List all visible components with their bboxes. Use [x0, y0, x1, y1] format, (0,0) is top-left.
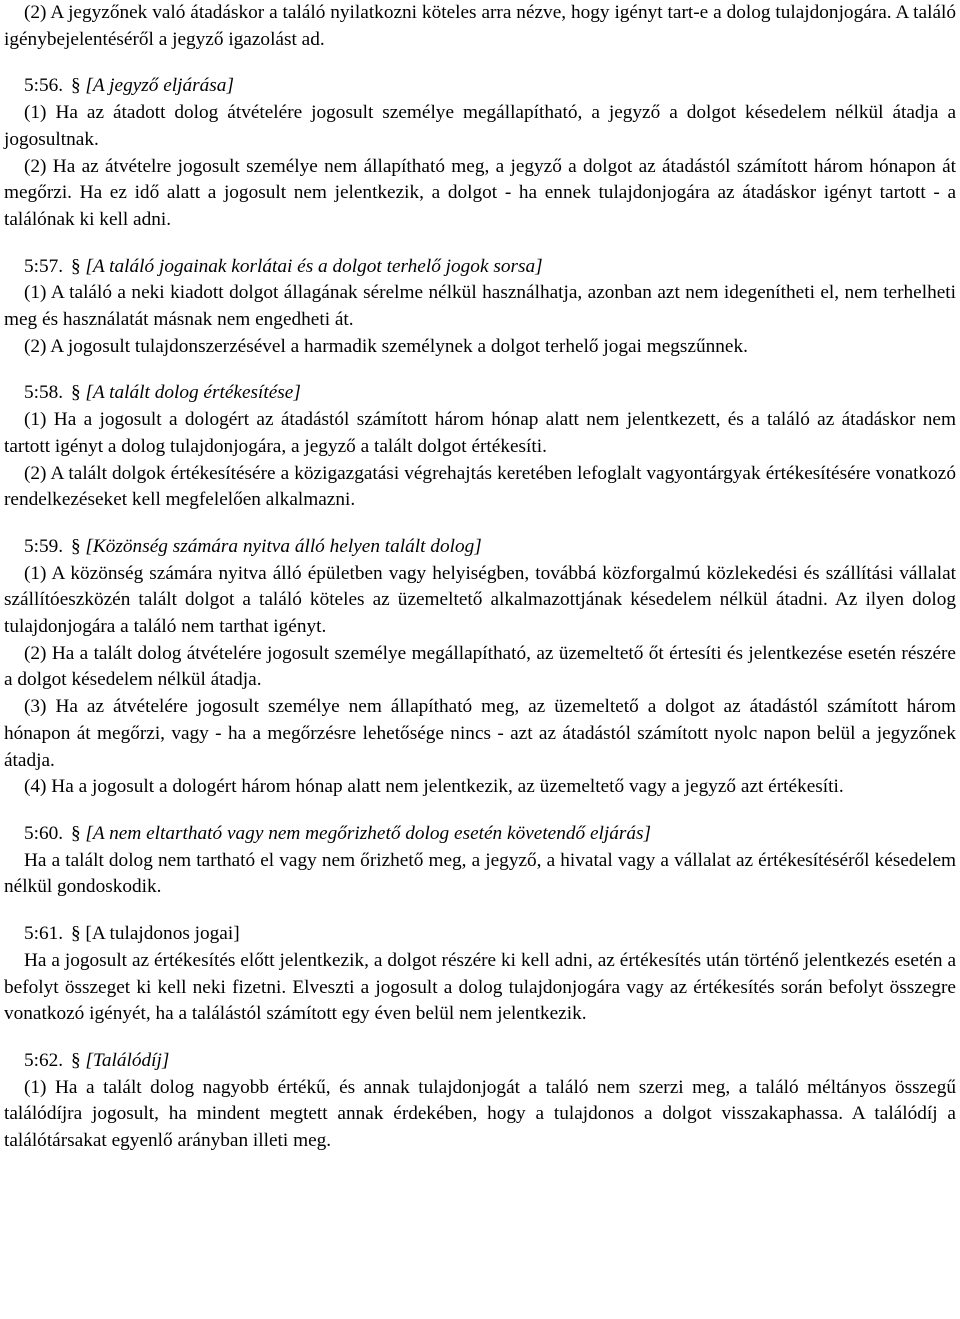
- section-number: 5:57.: [24, 255, 64, 277]
- section-paragraph: (2) Ha a talált dolog átvételére jogosult személye megállapítható, az üzemeltető őt értesíti és jelentkezése esetén részére a dolgot késedelem nélkül átadja.: [4, 642, 956, 691]
- section-heading: [4, 821, 956, 848]
- section-number: 5:62.: [24, 1049, 64, 1071]
- section-number: 5:56.: [24, 75, 64, 97]
- section-paragraph: (2) Ha az átvételre jogosult személye nem állapítható meg, a jegyző a dolgot az átadástól számított három hónapon át megőrzi. Ha ez idő alatt a jogosult nem jelentkezik, a dolgot - ha ennek tulajdonjogára az átadáskor igényt tartott - a találónak ki kell adni.: [4, 155, 956, 230]
- sections-container: [4, 73, 956, 1154]
- section-heading: [4, 73, 956, 100]
- section-5-58: [4, 380, 956, 514]
- section-heading: [4, 1048, 956, 1075]
- section-paragraph: (2) A jogosult tulajdonszerzésével a harmadik személynek a dolgot terhelő jogai megszűnnek.: [24, 335, 748, 357]
- section-paragraph: (1) Ha az átadott dolog átvételére jogosult személye megállapítható, a jegyző a dolgot késedelem nélkül átadja a jogosultnak.: [4, 102, 956, 150]
- section-5-56: [4, 73, 956, 233]
- section-title: [A találó jogainak korlátai és a dolgot terhelő jogok sorsa]: [85, 255, 543, 277]
- section-heading: [4, 380, 956, 407]
- section-symbol: §: [70, 382, 81, 404]
- section-5-62: [4, 1048, 956, 1155]
- section-symbol: §: [70, 255, 81, 277]
- section-symbol: §: [70, 822, 81, 844]
- section-5-57: [4, 254, 956, 361]
- section-paragraph: Ha a jogosult az értékesítés előtt jelentkezik, a dolgot részére ki kell adni, az értékesítés után történő jelentkezés esetén a befolyt összeget ki kell neki fizetni. Elveszti a jogosult a dolog tulajdonjogára vagy az értékesítés során befolyt összegre vonatkozó igényét, ha a találástól számított egy éven belül nem jelentkezik.: [4, 949, 956, 1025]
- section-title: [A jegyző eljárása]: [85, 75, 234, 97]
- section-paragraph: (1) Ha a jogosult a dologért az átadástól számított három hónap alatt nem jelentkezett, és a találó az átadáskor nem tartott igényt a dolog tulajdonjogára, a jegyző a talált dolgot értékesíti.: [4, 409, 956, 457]
- section-paragraph: (2) A talált dolgok értékesítésére a közigazgatási végrehajtás keretében lefoglalt vagyontárgyak értékesítésére vonatkozó rendelkezéseket kell megfelelően alkalmazni.: [4, 462, 956, 511]
- section-paragraph: (4) Ha a jogosult a dologért három hónap alatt nem jelentkezik, az üzemeltető vagy a jegyző azt értékesíti.: [24, 776, 844, 798]
- section-symbol: §: [70, 1049, 81, 1071]
- section-heading: [4, 921, 956, 948]
- section-title: [A tulajdonos jogai]: [85, 923, 240, 945]
- section-heading: [4, 254, 956, 281]
- section-title: [A nem eltartható vagy nem megőrizhető dolog esetén követendő eljárás]: [85, 822, 652, 844]
- intro-paragraph: (2) A jegyzőnek való átadáskor a találó nyilatkozni köteles arra nézve, hogy igényt tart-e a dolog tulajdonjogára. A találó igénybejelentéséről a jegyző igazolást ad.: [4, 2, 956, 50]
- section-5-59: [4, 534, 956, 801]
- section-heading: [4, 534, 956, 561]
- section-paragraph: Ha a talált dolog nem tartható el vagy nem őrizhető meg, a jegyző, a hivatal vagy a vállalat az értékesítéséről késedelem nélkül gondoskodik.: [4, 849, 956, 898]
- section-number: 5:58.: [24, 382, 64, 404]
- section-paragraph: (1) A közönség számára nyitva álló épületben vagy helyiségben, továbbá közforgalmú közlekedési és szállítási vállalat szállítóeszközén talált dolgot a találó köteles az üzemeltető alkalmazottjának késedelem nélkül átadni. Az ilyen dolog tulajdonjogára a találó nem tarthat igényt.: [4, 562, 956, 638]
- section-symbol: §: [70, 75, 81, 97]
- section-symbol: §: [70, 535, 81, 557]
- section-paragraph: (1) Ha a talált dolog nagyobb értékű, és annak tulajdonjogát a találó nem szerzi meg, a találó méltányos összegű találódíjra jogosult, ha mindent megtett annak érdekében, hogy a tulajdonos a dolgot visszakaphassa. A találódíj a találótársakat egyenlő arányban illeti meg.: [4, 1076, 956, 1152]
- section-title: [Közönség számára nyitva álló helyen talált dolog]: [85, 535, 482, 557]
- section-paragraph: (1) A találó a neki kiadott dolgot állagának sérelme nélkül használhatja, azonban azt nem idegenítheti el, nem terhelheti meg és használatát másnak nem engedheti át.: [4, 282, 956, 331]
- intro-block: [4, 0, 956, 53]
- section-number: 5:61.: [24, 923, 64, 945]
- section-5-60: [4, 821, 956, 901]
- section-5-61: [4, 921, 956, 1028]
- section-symbol: §: [70, 923, 81, 945]
- section-paragraph: (3) Ha az átvételére jogosult személye nem állapítható meg, az üzemeltető a dolgot az átadástól számított három hónapon át megőrzi, vagy - ha a megőrzésre lehetősége nincs - azt az átadástól számított nyolc napon belül a jegyzőnek átadja.: [4, 696, 956, 771]
- section-title: [A talált dolog értékesítése]: [85, 382, 301, 404]
- section-title: [Találódíj]: [85, 1049, 170, 1071]
- section-number: 5:59.: [24, 535, 64, 557]
- section-number: 5:60.: [24, 822, 64, 844]
